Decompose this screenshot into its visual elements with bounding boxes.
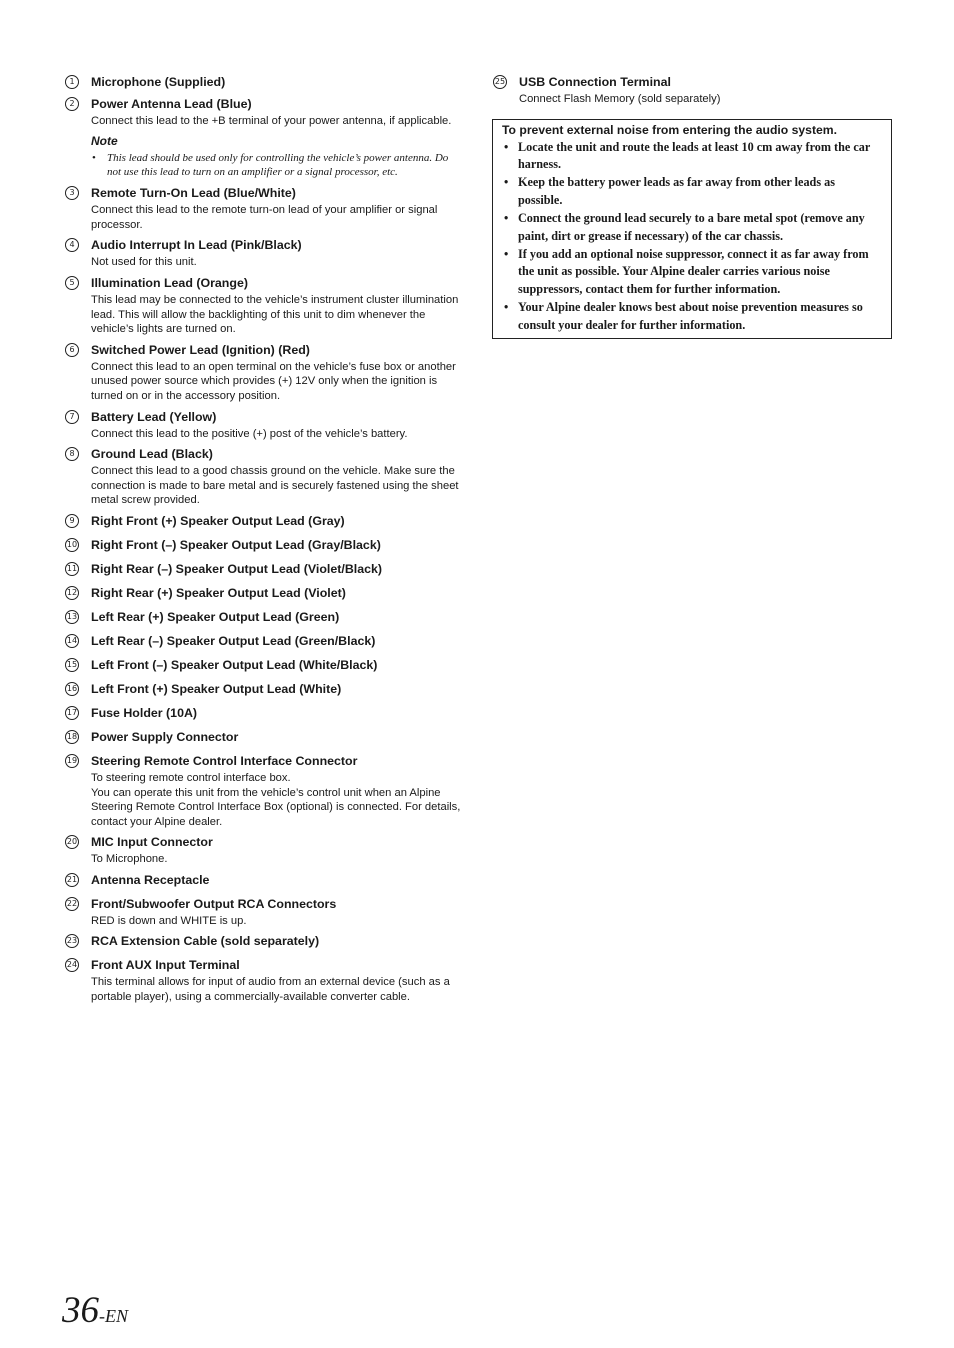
noise-box-title: To prevent external noise from entering the audio system. [502, 122, 838, 137]
item-title: Microphone (Supplied) [91, 75, 226, 89]
item-title: Front/Subwoofer Output RCA Connectors [91, 896, 337, 911]
item-number-badge: 21 [65, 873, 79, 887]
item-1 [64, 74, 462, 91]
item-number-badge: 7 [65, 410, 79, 424]
item-title: Power Supply Connector [91, 729, 239, 744]
item-number-badge: 24 [65, 958, 79, 972]
item-number-badge: 5 [65, 276, 79, 290]
item-8 [64, 446, 462, 508]
item-description: To Microphone. [91, 853, 168, 866]
item-description: Not used for this unit. [91, 256, 197, 269]
item-title: Front AUX Input Terminal [91, 958, 240, 973]
item-number-badge: 17 [65, 706, 79, 720]
item-description: Connect Flash Memory (sold separately) [519, 93, 721, 105]
item-16 [64, 681, 462, 698]
item-number-badge: 11 [65, 562, 79, 576]
item-13 [64, 609, 462, 626]
item-number-badge: 13 [65, 610, 79, 624]
noise-box-list [502, 139, 882, 334]
noise-box-bullet: • Your Alpine dealer knows best about noise prevention measures so consult your dealer for further information. [502, 299, 882, 334]
item-number-badge: 14 [65, 634, 79, 648]
item-10 [64, 537, 462, 554]
item-title: Left Front (–) Speaker Output Lead (White/Black) [91, 657, 378, 672]
item-title: Left Rear (–) Speaker Output Lead (Green/Black) [91, 633, 376, 648]
item-title: Antenna Receptacle [91, 872, 210, 887]
item-number-badge: 3 [65, 186, 79, 200]
item-title: Right Rear (+) Speaker Output Lead (Violet) [91, 585, 346, 600]
left-column [64, 74, 462, 1010]
item-number-badge: 20 [65, 835, 79, 849]
item-19 [64, 753, 462, 829]
item-17 [64, 705, 462, 722]
item-title: Left Rear (+) Speaker Output Lead (Green) [91, 609, 340, 624]
item-9 [64, 513, 462, 530]
item-7 [64, 409, 462, 442]
item-description: This terminal allows for input of audio from an external device (such as a portable player), using a commercially-available converter cable. [91, 976, 450, 1004]
note-bullet: • This lead should be used only for controlling the vehicle’s power antenna. Do not use this lead to turn on an amplifier or a signal processor, etc. [91, 151, 462, 180]
item-number-badge: 23 [65, 934, 79, 948]
item-number-badge: 1 [65, 75, 79, 89]
item-4 [64, 237, 462, 270]
item-number-badge: 8 [65, 447, 79, 461]
item-title: Power Antenna Lead (Blue) [91, 97, 252, 111]
page-language-suffix: -EN [99, 1306, 128, 1326]
item-14 [64, 633, 462, 650]
item-22 [64, 896, 462, 929]
item-number-badge: 2 [65, 97, 79, 111]
note-block [91, 133, 462, 180]
item-title: Ground Lead (Black) [91, 447, 213, 462]
item-description: Connect this lead to a good chassis ground on the vehicle. Make sure the connection is made to bare metal and is securely fastened using the sheet metal screw provided. [91, 465, 459, 507]
item-description: RED is down and WHITE is up. [91, 914, 247, 927]
item-title: Audio Interrupt In Lead (Pink/Black) [91, 238, 302, 253]
item-15 [64, 657, 462, 674]
page-footer [62, 1288, 128, 1334]
item-number-badge: 18 [65, 730, 79, 744]
item-title: Battery Lead (Yellow) [91, 409, 217, 424]
item-title: Remote Turn-On Lead (Blue/White) [91, 186, 296, 201]
item-title: Fuse Holder (10A) [91, 705, 198, 720]
noise-box-bullet: • Connect the ground lead securely to a bare metal spot (remove any paint, dirt or grease if necessary) of the car chassis. [502, 210, 882, 245]
item-title: MIC Input Connector [91, 835, 213, 850]
item-number-badge: 22 [65, 897, 79, 911]
noise-prevention-box [492, 119, 892, 339]
item-number-badge: 15 [65, 658, 79, 672]
item-2 [64, 96, 462, 179]
item-number-badge: 6 [65, 343, 79, 357]
item-12 [64, 585, 462, 602]
item-23 [64, 933, 462, 950]
item-title: Right Front (+) Speaker Output Lead (Gray) [91, 513, 345, 528]
note-list [91, 151, 462, 180]
item-title: Switched Power Lead (Ignition) (Red) [91, 342, 310, 357]
item-description: Connect this lead to an open terminal on the vehicle’s fuse box or another unused power source which provides (+) 12V only when the ignition is turned on or in the accessory position. [91, 360, 456, 402]
item-title: USB Connection Terminal [519, 75, 671, 89]
item-description: To steering remote control interface box. You can operate this unit from the vehicle’s control unit when an Alpine Steering Remote Control Interface Box (optional) is connected. For details, contact your Alpine dealer. [91, 771, 461, 828]
item-title: RCA Extension Cable (sold separately) [91, 934, 320, 949]
item-24 [64, 957, 462, 1004]
noise-box-bullet: • Keep the battery power leads as far away from other leads as possible. [502, 174, 882, 209]
item-11 [64, 561, 462, 578]
item-title: Illumination Lead (Orange) [91, 275, 248, 290]
note-heading: Note [91, 133, 118, 148]
item-18 [64, 729, 462, 746]
item-description: Connect this lead to the positive (+) post of the vehicle’s battery. [91, 427, 408, 440]
item-3 [64, 185, 462, 232]
noise-box-bullet: • Locate the unit and route the leads at least 10 cm away from the car harness. [502, 139, 882, 174]
item-number-badge: 4 [65, 238, 79, 252]
item-title: Right Front (–) Speaker Output Lead (Gray/Black) [91, 537, 381, 552]
item-description: Connect this lead to the remote turn-on lead of your amplifier or signal processor. [91, 204, 438, 231]
item-title: Steering Remote Control Interface Connector [91, 753, 358, 768]
item-20 [64, 834, 462, 867]
item-number-badge: 9 [65, 514, 79, 528]
item-number-badge: 16 [65, 682, 79, 696]
noise-box-bullet: • If you add an optional noise suppressor, connect it as far away from the unit as possible. Your Alpine dealer carries various noise suppressors, contact them for further information. [502, 246, 882, 298]
item-number-badge: 19 [65, 754, 79, 768]
item-21 [64, 872, 462, 889]
item-description: This lead may be connected to the vehicle’s instrument cluster illumination lead. This will allow the backlighting of this unit to dim whenever the vehicle’s lights are turned on. [91, 293, 459, 336]
page-number: 36 [62, 1290, 99, 1331]
item-title: Right Rear (–) Speaker Output Lead (Violet/Black) [91, 561, 383, 576]
item-title: Left Front (+) Speaker Output Lead (White) [91, 681, 342, 696]
item-number-badge: 12 [65, 586, 79, 600]
item-5 [64, 275, 462, 337]
right-column [492, 74, 892, 339]
item-description: Connect this lead to the +B terminal of your power antenna, if applicable. [91, 115, 452, 127]
item-6 [64, 342, 462, 404]
item-25 [492, 74, 892, 107]
item-number-badge: 25 [493, 75, 507, 89]
item-number-badge: 10 [65, 538, 79, 552]
